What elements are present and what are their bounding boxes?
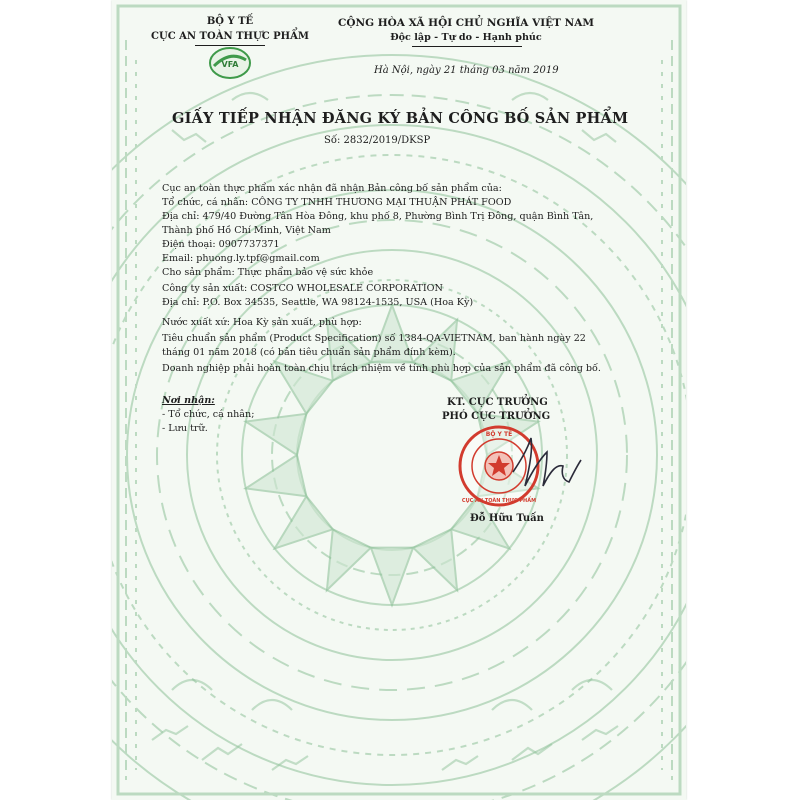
- ministry-name: BỘ Y TẾ: [206, 16, 254, 27]
- address-line-2: Thành phố Hồ Chí Minh, Việt Nam: [162, 225, 331, 236]
- recipient-item: - Lưu trữ.: [162, 423, 208, 434]
- product-line: Cho sản phẩm: Thực phẩm bảo vệ sức khỏe: [162, 267, 374, 278]
- address-line-1: Địa chỉ: 479/40 Đường Tân Hòa Đông, khu phố 8, Phường Bình Trị Đông, quận Bình Tân,: [162, 211, 594, 222]
- document-number: Số: 2832/2019/DKSP: [324, 135, 431, 146]
- signer-name: Đỗ Hữu Tuấn: [470, 513, 544, 524]
- certificate-document: [112, 0, 686, 800]
- organization-line: Tổ chức, cá nhân: CÔNG TY TNHH THƯƠNG MẠI THUẬN PHÁT FOOD: [162, 197, 512, 208]
- handwritten-signature: [507, 430, 587, 500]
- issue-date: Hà Nội, ngày 21 tháng 03 năm 2019: [374, 65, 559, 76]
- vfa-logo: [208, 46, 252, 80]
- signer-role-2: PHÓ CỤC TRƯỞNG: [442, 411, 551, 422]
- signer-role-1: KT. CỤC TRƯỞNG: [447, 397, 548, 408]
- intro-text: Cục an toàn thực phẩm xác nhận đã nhận Bản công bố sản phẩm của:: [162, 183, 502, 194]
- manufacturer-line: Công ty sản xuất: COSTCO WHOLESALE CORPORATION: [162, 283, 443, 294]
- origin-line: Nước xuất xứ: Hoa Kỳ sản xuất, phù hợp:: [162, 317, 362, 328]
- svg-text:BỘ Y TẾ: BỘ Y TẾ: [485, 431, 513, 438]
- standard-line-2: tháng 01 năm 2018 (có bản tiêu chuẩn sản phẩm đính kèm).: [162, 347, 456, 358]
- responsibility-line: Doanh nghiệp phải hoàn toàn chịu trách nhiệm về tính phù hợp của sản phẩm đã công bố.: [162, 363, 601, 374]
- standard-line-1: Tiêu chuẩn sản phẩm (Product Specification) số 1384-QA-VIETNAM, ban hành ngày 22: [162, 333, 586, 344]
- document-title: GIẤY TIẾP NHẬN ĐĂNG KÝ BẢN CÔNG BỐ SẢN PHẨM: [172, 110, 629, 127]
- svg-text:CỤC AN TOÀN THỰC PHẨM: CỤC AN TOÀN THỰC PHẨM: [461, 498, 537, 504]
- department-name: CỤC AN TOÀN THỰC PHẨM: [151, 31, 309, 42]
- email-line: Email: phuong.ly.tpf@gmail.com: [162, 253, 320, 264]
- national-motto: Độc lập - Tự do - Hạnh phúc: [390, 32, 542, 43]
- header-right-divider: [412, 46, 522, 47]
- svg-text:VFA: VFA: [221, 60, 239, 69]
- country-name: CỘNG HÒA XÃ HỘI CHỦ NGHĨA VIỆT NAM: [338, 17, 594, 29]
- recipient-item: - Tổ chức, cá nhân;: [162, 409, 255, 420]
- phone-line: Điện thoại: 0907737371: [162, 239, 280, 250]
- recipients-heading: Nơi nhận:: [162, 395, 215, 406]
- manufacturer-address-line: Địa chỉ: P.O. Box 34535, Seattle, WA 98124-1535, USA (Hoa Kỳ): [162, 297, 474, 308]
